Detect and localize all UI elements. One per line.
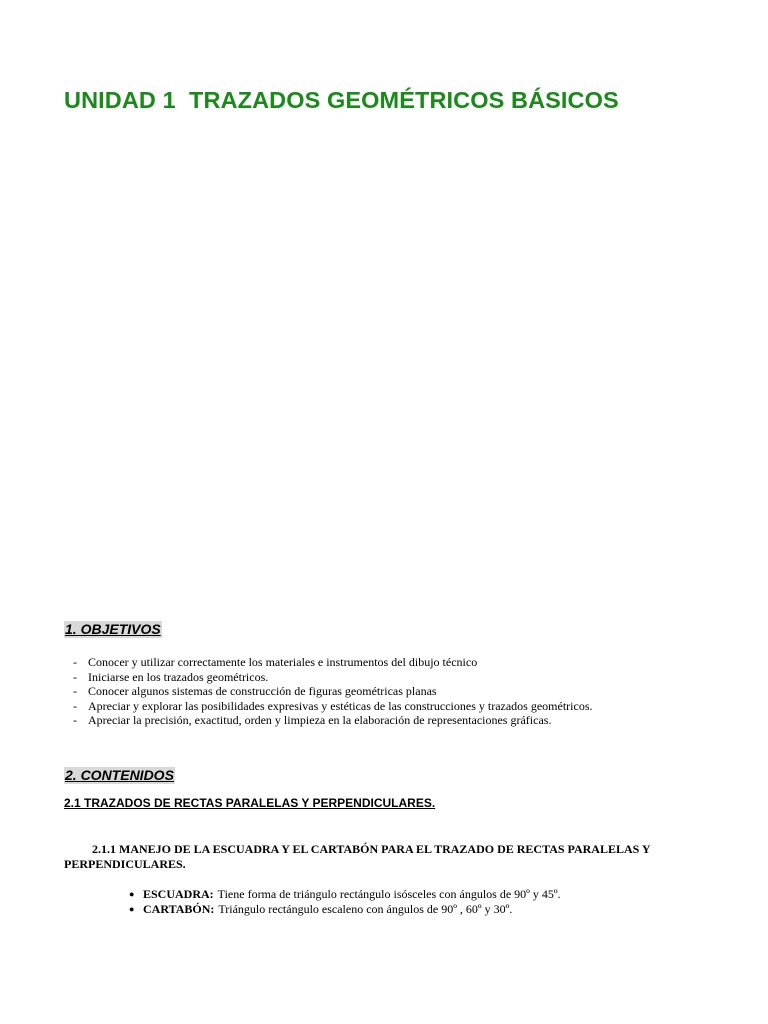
list-item: - Conocer algunos sistemas de construcción de figuras geométricas planas: [73, 684, 437, 698]
tools-list: [129, 887, 561, 917]
objective-text: Conocer algunos sistemas de construcción de figuras geométricas planas: [88, 684, 437, 698]
bullet-icon: ●: [129, 904, 135, 914]
objective-text: Apreciar y explorar las posibilidades expresivas y estéticas de las construcciones y trazados geométricos.: [88, 698, 593, 713]
objective-text: Iniciarse en los trazados geométricos.: [88, 669, 269, 684]
contents-heading: 2. CONTENIDOS: [65, 767, 174, 783]
tool-description: Tiene forma de triángulo rectángulo isósceles con ángulos de 90º y 45º.: [217, 887, 561, 901]
tool-description: Triángulo rectángulo escaleno con ángulos de 90º , 60º y 30º.: [218, 902, 513, 916]
objective-text: Conocer y utilizar correctamente los materiales e instrumentos del dibujo técnico: [88, 655, 478, 669]
list-item: - Conocer y utilizar correctamente los materiales e instrumentos del dibujo técnico: [73, 655, 478, 669]
list-item: - Iniciarse en los trazados geométricos.: [73, 669, 269, 684]
subsection-heading: 2.1 TRAZADOS DE RECTAS PARALELAS Y PERPENDICULARES.: [64, 796, 436, 810]
objectives-heading: 1. OBJETIVOS: [65, 621, 161, 637]
subsubsection-heading: 2.1.1 MANEJO DE LA ESCUADRA Y EL CARTABÓN PARA EL TRAZADO DE RECTAS PARALELAS Y PERPENDICULARES.: [64, 842, 651, 871]
unit-title: UNIDAD 1 TRAZADOS GEOMÉTRICOS BÁSICOS: [64, 87, 619, 113]
tool-term: CARTABÓN:: [143, 902, 215, 916]
objectives-list: [64, 655, 593, 728]
objective-text: Apreciar la precisión, exactitud, orden y limpieza en la elaboración de representaciones gráficas.: [88, 713, 552, 727]
list-item: [129, 887, 561, 902]
bullet-icon: ●: [129, 889, 135, 899]
list-item: - Apreciar y explorar las posibilidades expresivas y estéticas de las construcciones y trazados geométricos.: [73, 698, 593, 713]
tool-term: ESCUADRA:: [143, 887, 214, 901]
list-item: [129, 902, 561, 917]
list-item: - Apreciar la precisión, exactitud, orden y limpieza en la elaboración de representaciones gráficas.: [73, 713, 552, 727]
